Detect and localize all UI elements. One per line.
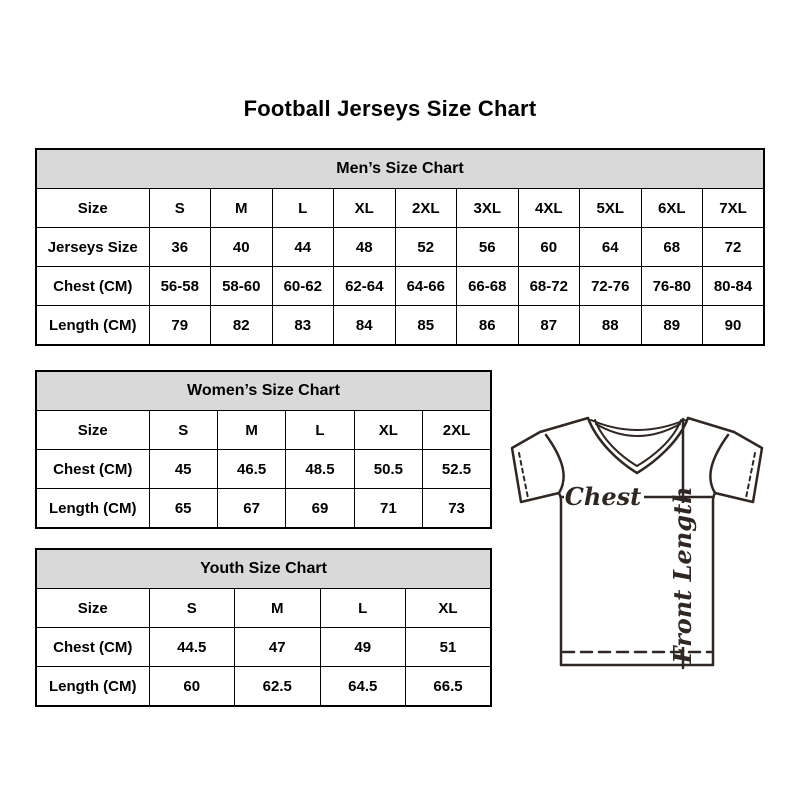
table-cell: 68-72 <box>518 267 580 306</box>
table-cell: 72 <box>703 228 765 267</box>
table-row <box>36 189 764 228</box>
table-cell: 83 <box>272 306 334 346</box>
table-cell: 2XL <box>423 411 491 450</box>
table-cell: S <box>149 589 235 628</box>
table-cell: M <box>235 589 321 628</box>
size-table <box>35 370 492 529</box>
row-label: Size <box>36 589 149 628</box>
row-label: Size <box>36 189 149 228</box>
table-header-row <box>36 371 491 411</box>
chest-label: Chest <box>564 482 642 511</box>
table-row <box>36 589 491 628</box>
table-cell: L <box>286 411 354 450</box>
table-cell: 89 <box>641 306 703 346</box>
table-header-row <box>36 549 491 589</box>
table-cell: 36 <box>149 228 211 267</box>
jersey-measurement-diagram <box>502 410 774 672</box>
row-label: Size <box>36 411 149 450</box>
table-cell: 44.5 <box>149 628 235 667</box>
row-label: Chest (CM) <box>36 267 149 306</box>
table-cell: M <box>211 189 273 228</box>
size-table <box>35 148 765 346</box>
table-cell: 79 <box>149 306 211 346</box>
table-cell: 72-76 <box>580 267 642 306</box>
table-cell: XL <box>354 411 422 450</box>
table-cell: 64 <box>580 228 642 267</box>
table-cell: 69 <box>286 489 354 529</box>
table-cell: 52 <box>395 228 457 267</box>
table-cell: XL <box>334 189 396 228</box>
table-cell: 56-58 <box>149 267 211 306</box>
table-cell: 44 <box>272 228 334 267</box>
table-cell: 3XL <box>457 189 519 228</box>
table-cell: 60 <box>149 667 235 707</box>
table-cell: 50.5 <box>354 450 422 489</box>
table-row <box>36 628 491 667</box>
table-cell: 71 <box>354 489 422 529</box>
table-cell: 88 <box>580 306 642 346</box>
table-row <box>36 228 764 267</box>
table-title: Youth Size Chart <box>36 549 491 589</box>
table-row <box>36 411 491 450</box>
table-cell: 6XL <box>641 189 703 228</box>
table-header-row <box>36 149 764 189</box>
table-title: Women’s Size Chart <box>36 371 491 411</box>
table-cell: 82 <box>211 306 273 346</box>
table-cell: S <box>149 411 217 450</box>
table-cell: 67 <box>217 489 285 529</box>
table-cell: S <box>149 189 211 228</box>
table-cell: 49 <box>320 628 406 667</box>
table-cell: 73 <box>423 489 491 529</box>
table-cell: 45 <box>149 450 217 489</box>
table-cell: 51 <box>406 628 492 667</box>
front-length-label: Front Length <box>668 486 697 664</box>
table-cell: 85 <box>395 306 457 346</box>
mens-size-table <box>35 148 765 346</box>
row-label: Length (CM) <box>36 667 149 707</box>
row-label: Length (CM) <box>36 489 149 529</box>
table-cell: 48.5 <box>286 450 354 489</box>
table-cell: L <box>320 589 406 628</box>
table-row <box>36 450 491 489</box>
youth-size-table <box>35 548 492 707</box>
table-cell: 46.5 <box>217 450 285 489</box>
table-cell: 60 <box>518 228 580 267</box>
table-cell: 56 <box>457 228 519 267</box>
womens-size-table <box>35 370 492 529</box>
size-table <box>35 548 492 707</box>
table-cell: 64.5 <box>320 667 406 707</box>
table-cell: 58-60 <box>211 267 273 306</box>
table-cell: M <box>217 411 285 450</box>
table-cell: 62.5 <box>235 667 321 707</box>
table-cell: 48 <box>334 228 396 267</box>
table-cell: 90 <box>703 306 765 346</box>
row-label: Jerseys Size <box>36 228 149 267</box>
table-cell: L <box>272 189 334 228</box>
row-label: Length (CM) <box>36 306 149 346</box>
row-label: Chest (CM) <box>36 628 149 667</box>
table-row <box>36 667 491 707</box>
table-cell: 84 <box>334 306 396 346</box>
row-label: Chest (CM) <box>36 450 149 489</box>
table-cell: 66.5 <box>406 667 492 707</box>
table-row <box>36 306 764 346</box>
table-cell: 64-66 <box>395 267 457 306</box>
right-armhole-seam <box>710 435 728 493</box>
table-cell: 52.5 <box>423 450 491 489</box>
table-cell: 76-80 <box>641 267 703 306</box>
table-cell: 68 <box>641 228 703 267</box>
table-cell: 5XL <box>580 189 642 228</box>
jersey-outline <box>512 418 762 665</box>
table-cell: 65 <box>149 489 217 529</box>
table-cell: 60-62 <box>272 267 334 306</box>
table-cell: 40 <box>211 228 273 267</box>
table-cell: XL <box>406 589 492 628</box>
table-cell: 7XL <box>703 189 765 228</box>
table-row <box>36 489 491 529</box>
table-cell: 47 <box>235 628 321 667</box>
page-title: Football Jerseys Size Chart <box>243 96 537 121</box>
table-cell: 4XL <box>518 189 580 228</box>
table-cell: 87 <box>518 306 580 346</box>
table-title: Men’s Size Chart <box>36 149 764 189</box>
table-cell: 66-68 <box>457 267 519 306</box>
table-row <box>36 267 764 306</box>
table-cell: 86 <box>457 306 519 346</box>
table-cell: 62-64 <box>334 267 396 306</box>
table-cell: 80-84 <box>703 267 765 306</box>
left-armhole-seam <box>546 435 564 493</box>
table-cell: 2XL <box>395 189 457 228</box>
